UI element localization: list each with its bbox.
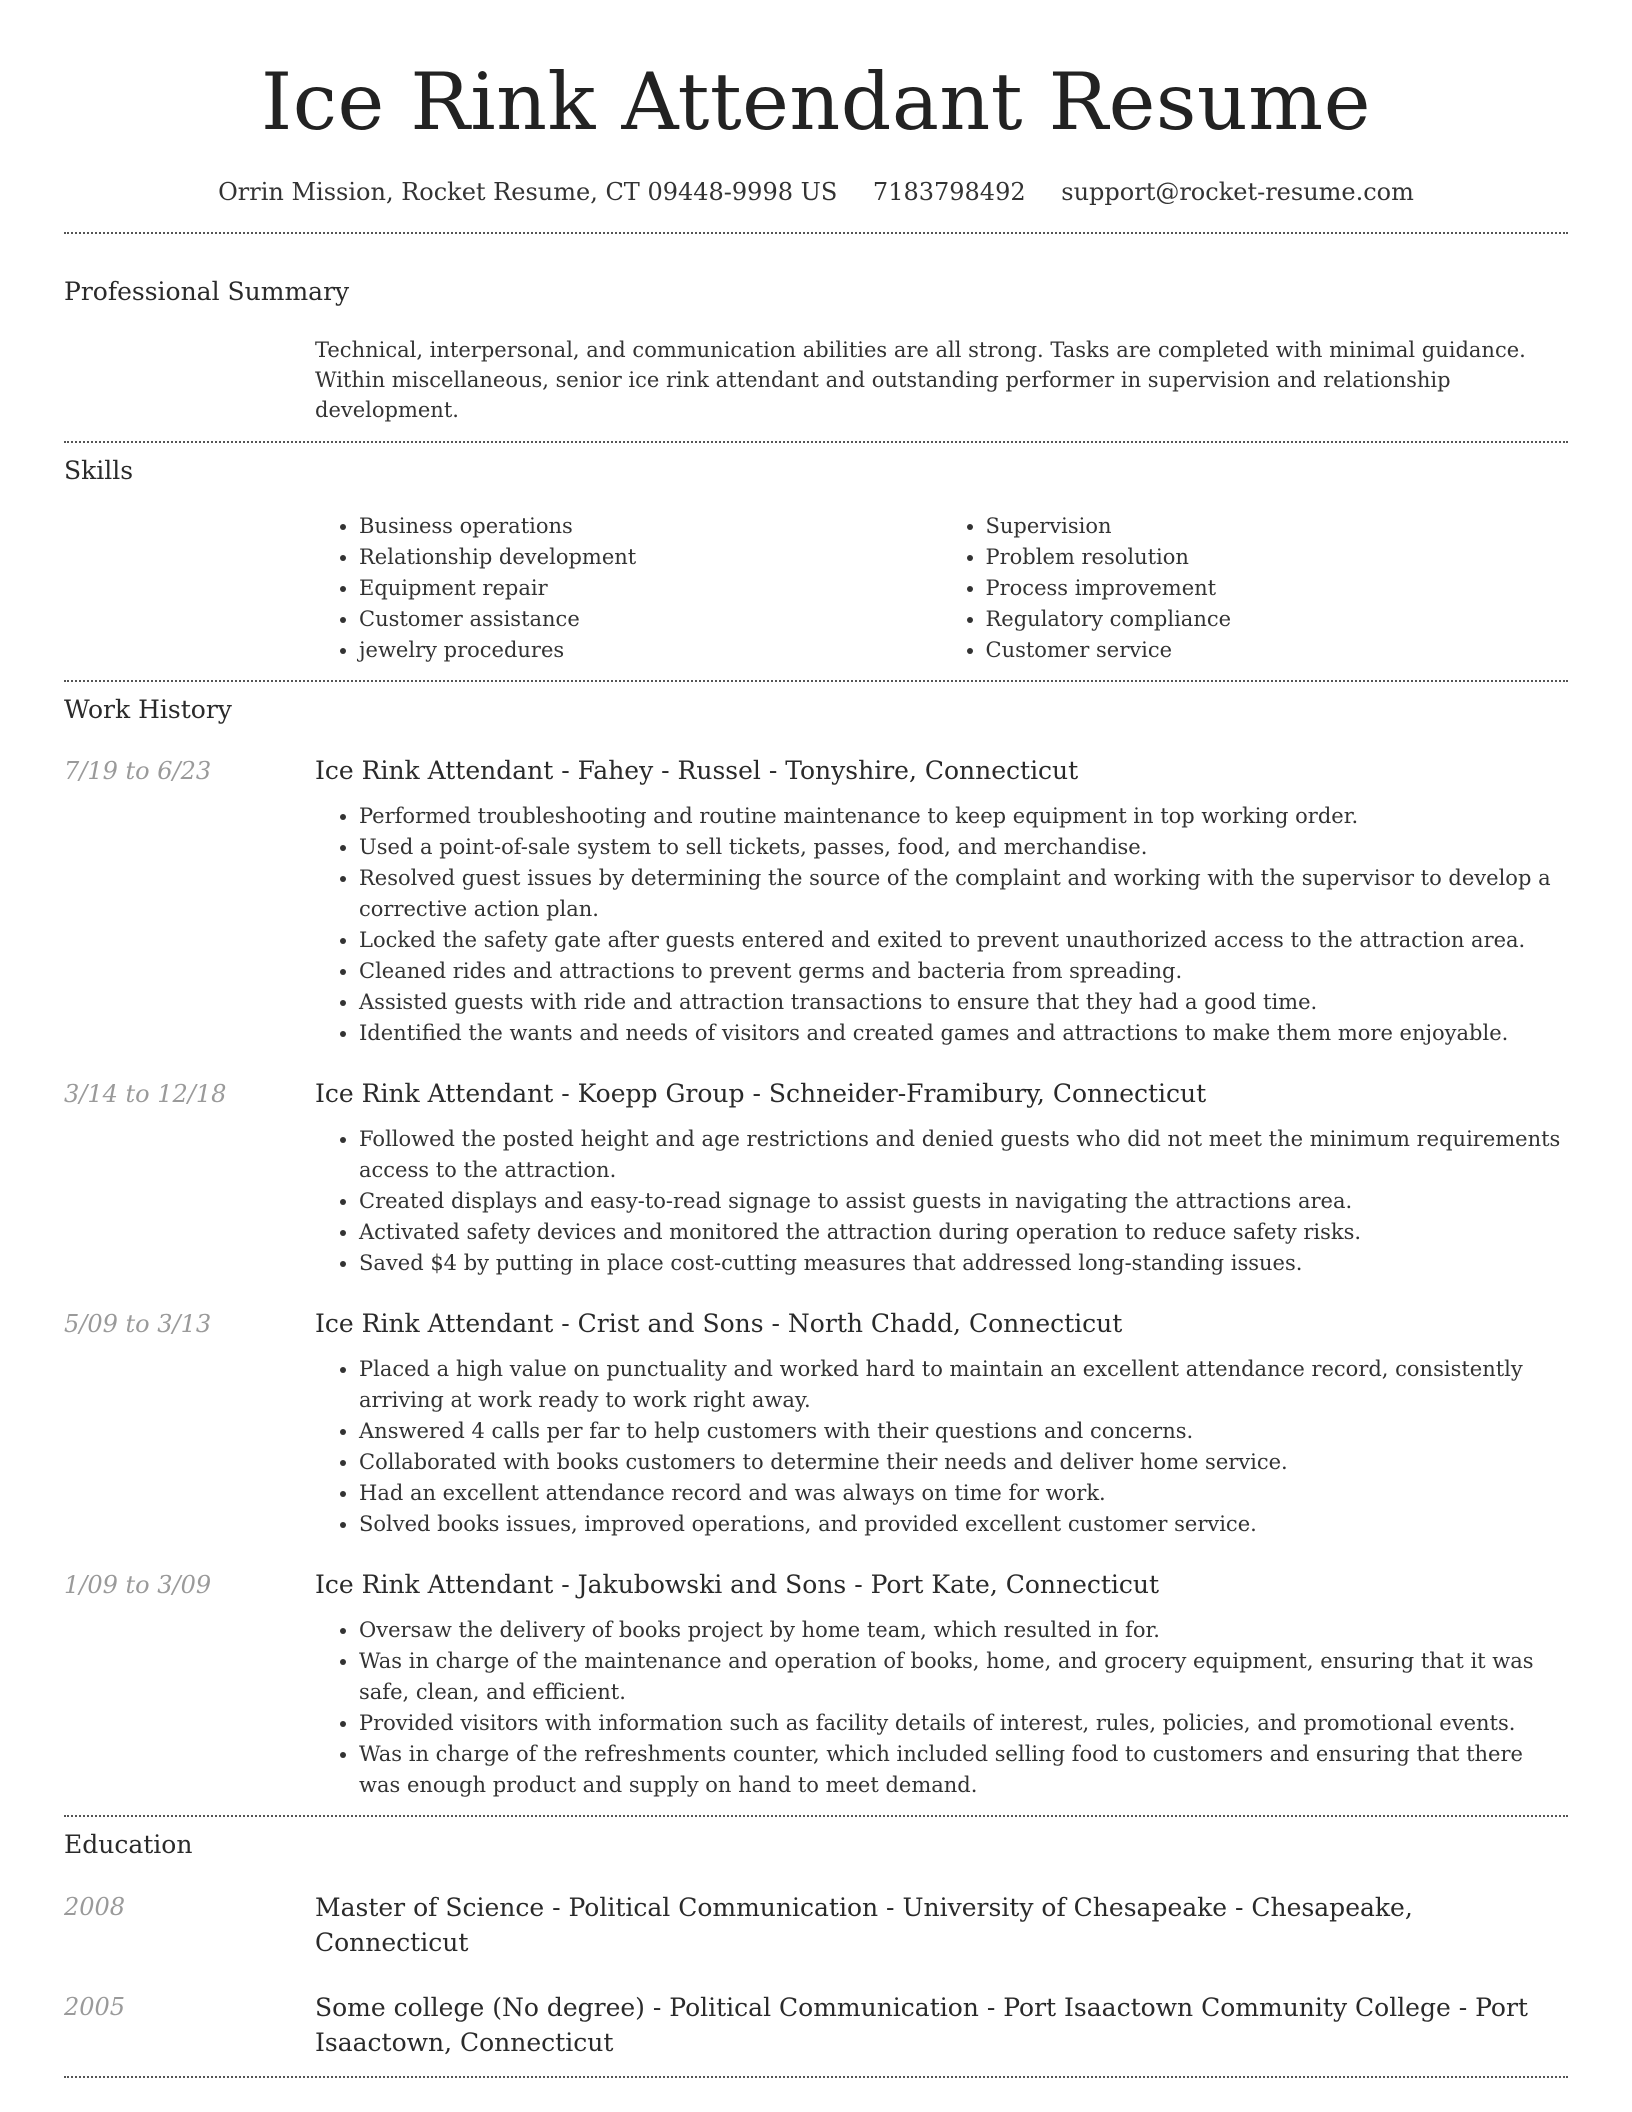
education-date: 2008: [64, 1893, 126, 1921]
education-text: Some college (No degree) - Political Communication - Port Isaactown Community College - Port Isaactown, Connecticut: [315, 1993, 1528, 2057]
skill-item: • Regulatory compliance: [986, 604, 1569, 635]
skill-item: • Equipment repair: [359, 573, 942, 604]
job-entry: [64, 1078, 1568, 1279]
job-bullet: • Had an excellent attendance record and was always on time for work.: [359, 1478, 1568, 1509]
job-bullet: • Identified the wants and needs of visitors and created games and attractions to make them more enjoyable.: [359, 1018, 1568, 1049]
contact-address: Orrin Mission, Rocket Resume, CT 09448-9998 US: [218, 178, 838, 206]
job-bullet: • Performed troubleshooting and routine maintenance to keep equipment in top working order.: [359, 801, 1568, 832]
job-bullet: • Saved $4 by putting in place cost-cutting measures that addressed long-standing issues.: [359, 1248, 1568, 1279]
section-heading-summary: Professional Summary: [64, 277, 350, 306]
contact-phone: 7183798492: [872, 178, 1026, 206]
job-bullet: • Used a point-of-sale system to sell tickets, passes, food, and merchandise.: [359, 832, 1568, 863]
education-section: [64, 1817, 1568, 2076]
skills-column-left: [315, 511, 942, 666]
job-body: [315, 755, 1568, 1049]
skill-item: • jewelry procedures: [359, 635, 942, 666]
job-body: [315, 1569, 1568, 1801]
education-text: Master of Science - Political Communication - University of Chesapeake - Chesapeake, Connecticut: [315, 1893, 1413, 1957]
skill-item: • Relationship development: [359, 542, 942, 573]
skill-item: • Supervision: [986, 511, 1569, 542]
job-bullets: [315, 1615, 1568, 1801]
job-bullet: • Was in charge of the maintenance and operation of books, home, and grocery equipment, ensuring that it was safe, clean, and efficient.: [359, 1646, 1568, 1708]
section-spacer: [64, 2060, 1568, 2076]
section-heading-work: Work History: [64, 695, 232, 724]
summary-section: [64, 234, 1568, 441]
job-date: 3/14 to 12/18: [64, 1080, 227, 1108]
job-body: [315, 1308, 1568, 1540]
job-bullet: • Created displays and easy-to-read signage to assist guests in navigating the attractions area.: [359, 1186, 1568, 1217]
job-bullets: [315, 801, 1568, 1049]
job-bullet: • Resolved guest issues by determining the source of the complaint and working with the supervisor to develop a corrective action plan.: [359, 863, 1568, 925]
job-bullet: • Locked the safety gate after guests entered and exited to prevent unauthorized access to the attraction area.: [359, 925, 1568, 956]
job-bullets: [315, 1124, 1568, 1279]
skills-section: [64, 443, 1568, 680]
contact-line: [64, 178, 1568, 206]
job-date: 7/19 to 6/23: [64, 757, 212, 785]
job-bullets: [315, 1354, 1568, 1540]
education-entry: [64, 1990, 1568, 2060]
job-bullet: • Answered 4 calls per far to help customers with their questions and concerns.: [359, 1416, 1568, 1447]
education-date: 2005: [64, 1993, 126, 2021]
job-title: Ice Rink Attendant - Jakubowski and Sons - Port Kate, Connecticut: [315, 1570, 1160, 1599]
job-bullet: • Followed the posted height and age restrictions and denied guests who did not meet the minimum requirements access to the attraction.: [359, 1124, 1568, 1186]
job-bullet: • Cleaned rides and attractions to prevent germs and bacteria from spreading.: [359, 956, 1568, 987]
job-bullet: • Was in charge of the refreshments counter, which included selling food to customers and ensuring that there was enough product and supply on hand to meet demand.: [359, 1739, 1568, 1801]
work-section: [64, 682, 1568, 1815]
job-entry: [64, 1308, 1568, 1540]
section-heading-skills: Skills: [64, 456, 134, 485]
summary-text: Technical, interpersonal, and communication abilities are all strong. Tasks are completed with minimal guidance. Within miscellaneous, senior ice rink attendant and outstanding performer in supervision and relationship development.: [315, 338, 1526, 422]
resume-title: Ice Rink Attendant Resume: [261, 56, 1371, 148]
resume-header: [64, 0, 1568, 206]
skill-item: • Customer service: [986, 635, 1569, 666]
job-bullet: • Placed a high value on punctuality and worked hard to maintain an excellent attendance record, consistently arriving at work ready to work right away.: [359, 1354, 1568, 1416]
job-title: Ice Rink Attendant - Fahey - Russel - Tonyshire, Connecticut: [315, 756, 1079, 785]
job-bullet: • Assisted guests with ride and attraction transactions to ensure that they had a good time.: [359, 987, 1568, 1018]
job-bullet: • Collaborated with books customers to determine their needs and deliver home service.: [359, 1447, 1568, 1478]
skill-item: • Problem resolution: [986, 542, 1569, 573]
section-spacer: [64, 1801, 1568, 1815]
divider: [64, 2076, 1568, 2078]
skill-item: • Customer assistance: [359, 604, 942, 635]
job-bullet: • Activated safety devices and monitored the attraction during operation to reduce safety risks.: [359, 1217, 1568, 1248]
job-bullet: • Oversaw the delivery of books project by home team, which resulted in for.: [359, 1615, 1568, 1646]
skills-grid: [315, 511, 1568, 680]
contact-email: support@rocket-resume.com: [1061, 178, 1414, 206]
education-entry: [64, 1890, 1568, 1960]
skills-column-right: [942, 511, 1569, 666]
job-title: Ice Rink Attendant - Koepp Group - Schneider-Framibury, Connecticut: [315, 1079, 1207, 1108]
job-bullet: • Provided visitors with information such as facility details of interest, rules, policies, and promotional events.: [359, 1708, 1568, 1739]
skill-item: • Process improvement: [986, 573, 1569, 604]
section-heading-education: Education: [64, 1830, 193, 1859]
job-body: [315, 1078, 1568, 1279]
job-date: 5/09 to 3/13: [64, 1310, 212, 1338]
job-entry: [64, 1569, 1568, 1801]
job-title: Ice Rink Attendant - Crist and Sons - North Chadd, Connecticut: [315, 1309, 1123, 1338]
job-date: 1/09 to 3/09: [64, 1571, 212, 1599]
job-entry: [64, 755, 1568, 1049]
job-bullet: • Solved books issues, improved operations, and provided excellent customer service.: [359, 1509, 1568, 1540]
skill-item: • Business operations: [359, 511, 942, 542]
